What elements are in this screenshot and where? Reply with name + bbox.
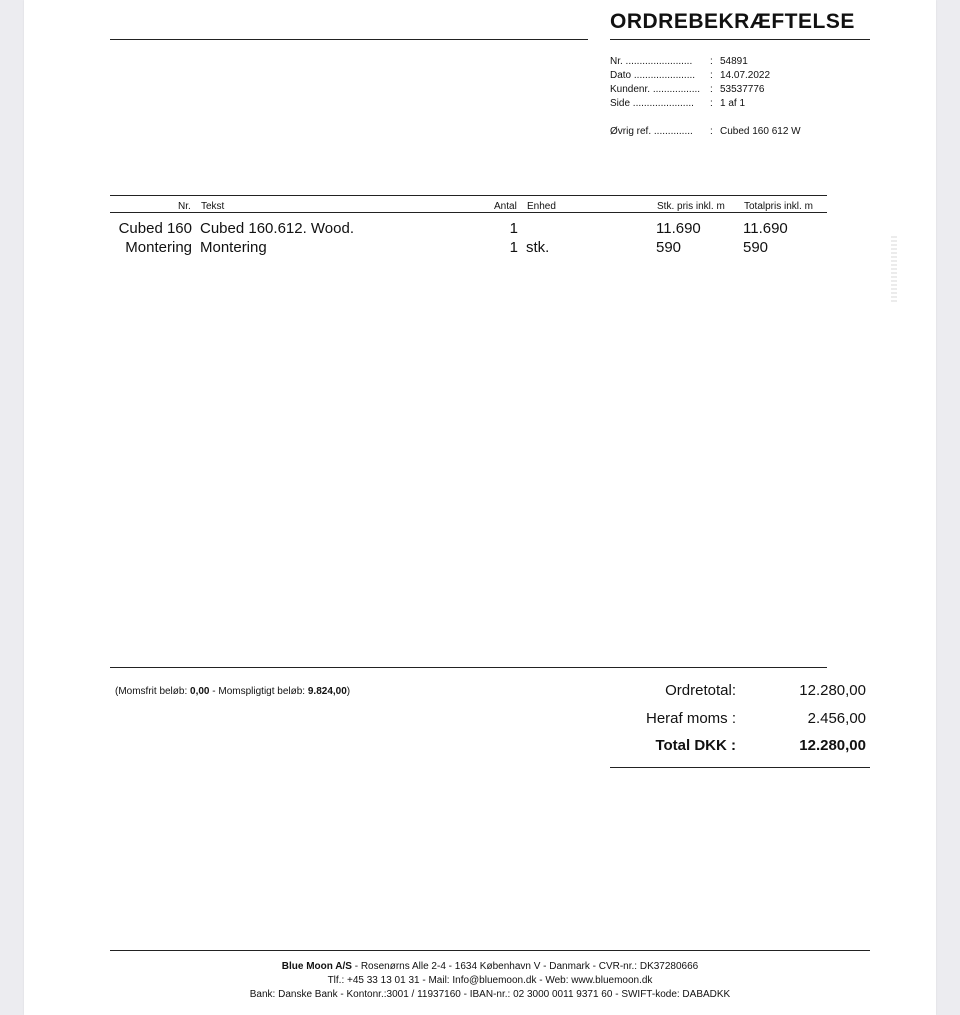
table-header-rule <box>110 212 827 213</box>
meta-value: Cubed 160 612 W <box>720 126 801 137</box>
header-left-rule <box>110 39 588 40</box>
meta-colon: : <box>710 84 713 95</box>
footer-rule <box>110 950 870 951</box>
column-header-antal: Antal <box>494 201 517 212</box>
moms-label: Heraf moms : <box>645 710 736 727</box>
header-right-rule <box>610 39 870 40</box>
cell-nr: Montering <box>125 239 192 256</box>
vat-close: ) <box>346 686 351 697</box>
totals-rule <box>610 767 870 768</box>
column-header-totalpris: Totalpris inkl. m <box>744 201 813 212</box>
moms-value: 2.456,00 <box>807 710 866 727</box>
footer-company-line <box>110 961 870 972</box>
vat-momspligtigt-label: - Momspligtigt beløb: <box>209 686 308 697</box>
cell-totalpris: 590 <box>743 239 769 256</box>
cell-totalpris: 11.690 <box>743 220 788 237</box>
document-page <box>24 0 936 1015</box>
meta-colon: : <box>710 56 713 67</box>
cell-antal: 1 <box>509 239 518 256</box>
cell-stk-pris: 11.690 <box>656 220 701 237</box>
cell-enhed: stk. <box>526 239 550 256</box>
table-top-rule <box>110 195 827 196</box>
ordretotal-label: Ordretotal: <box>665 682 736 699</box>
table-bottom-rule <box>110 667 827 668</box>
meta-colon: : <box>710 126 713 137</box>
footer-address: - Rosenørns Alle 2-4 - 1634 København V - Danmark - CVR-nr.: DK37280666 <box>351 961 699 972</box>
document-title: ORDREBEKRÆFTELSE <box>610 10 855 33</box>
meta-label: Øvrig ref. .............. <box>610 126 693 137</box>
meta-label: Nr. ........................ <box>610 56 693 67</box>
column-header-enhed: Enhed <box>527 201 556 212</box>
meta-value: 53537776 <box>720 84 765 95</box>
total-value: 12.280,00 <box>799 737 866 754</box>
cell-nr: Cubed 160 <box>118 220 192 237</box>
vat-momspligtigt-value: 9.824,00 <box>307 686 347 697</box>
cell-tekst: Cubed 160.612. Wood. <box>200 220 355 237</box>
column-header-stk-pris: Stk. pris inkl. m <box>657 201 725 212</box>
footer-bank-line: Bank: Danske Bank - Kontonr.:3001 / 11937160 - IBAN-nr.: 02 3000 0011 9371 60 - SWIFT-kode: DABADKK <box>249 989 731 1000</box>
ordretotal-value: 12.280,00 <box>799 682 866 699</box>
total-label: Total DKK : <box>655 737 736 754</box>
side-watermark <box>891 236 897 302</box>
meta-colon: : <box>710 98 713 109</box>
vat-momsfrit-value: 0,00 <box>190 686 210 697</box>
footer-company: Blue Moon A/S <box>281 961 352 972</box>
meta-value: 54891 <box>720 56 748 67</box>
meta-label: Side ...................... <box>610 98 694 109</box>
vat-note <box>115 686 350 697</box>
meta-value: 1 af 1 <box>720 98 746 109</box>
cell-antal: 1 <box>509 220 518 237</box>
footer-contact-line: Tlf.: +45 33 13 01 31 - Mail: Info@bluemoon.dk - Web: www.bluemoon.dk <box>327 975 653 986</box>
meta-colon: : <box>710 70 713 81</box>
vat-momsfrit-label: (Momsfrit beløb: <box>115 686 191 697</box>
cell-tekst: Montering <box>200 239 267 256</box>
column-header-nr: Nr. <box>178 201 191 212</box>
meta-label: Kundenr. ................. <box>610 84 701 95</box>
meta-label: Dato ...................... <box>610 70 696 81</box>
column-header-tekst: Tekst <box>201 201 225 212</box>
meta-value: 14.07.2022 <box>720 70 771 81</box>
cell-stk-pris: 590 <box>656 239 682 256</box>
